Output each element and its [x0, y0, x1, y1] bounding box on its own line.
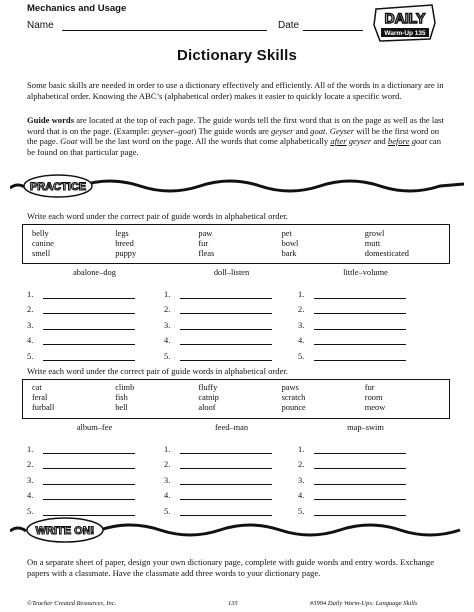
answer-number: 3.: [164, 475, 171, 485]
exercise2-word-bank: [32, 383, 448, 413]
section-label: Mechanics and Usage: [27, 3, 127, 14]
word-bank-word: catnip: [198, 393, 219, 402]
answer-number: 4.: [164, 336, 171, 345]
footer-page-number: 135: [228, 600, 238, 607]
answer-row: [164, 345, 299, 361]
answer-line[interactable]: [314, 336, 406, 345]
daily-warmup-badge: [372, 3, 438, 43]
answer-number: 1.: [298, 289, 305, 299]
word-bank-word: breed: [115, 239, 134, 248]
answer-row: [27, 330, 162, 346]
word-bank-word: fluffy: [198, 383, 218, 392]
exercise1-group-3: [298, 268, 433, 361]
word-bank-word: furball: [32, 403, 55, 412]
write-on-label: WRITE ON!: [35, 525, 95, 537]
answer-number: 1.: [164, 444, 171, 454]
answer-line[interactable]: [43, 507, 135, 516]
answer-list: [164, 283, 299, 361]
answer-line[interactable]: [314, 507, 406, 516]
answer-list: [27, 438, 162, 516]
text-run: will be the last word on the page. All the words that come alphabetically: [77, 136, 331, 147]
text-run: ) The guide words are: [193, 125, 271, 136]
answer-number: 2.: [298, 460, 305, 469]
word-bank-word: canine: [32, 239, 54, 248]
answer-number: 4.: [298, 336, 305, 345]
answer-row: [298, 283, 433, 299]
answer-number: 2.: [27, 305, 34, 314]
exercise2-group-1: [27, 423, 162, 516]
answer-number: 3.: [164, 320, 171, 330]
exercise2-group-3: [298, 423, 433, 516]
answer-row: [27, 438, 162, 454]
answer-line[interactable]: [43, 460, 135, 469]
answer-row: [298, 330, 433, 346]
date-label: Date: [278, 20, 300, 31]
answer-line[interactable]: [314, 460, 406, 469]
answer-row: [27, 469, 162, 485]
answer-row: [298, 438, 433, 454]
text-run: can be found on that particular page.: [27, 136, 442, 157]
answer-line[interactable]: [180, 290, 272, 299]
answer-number: 2.: [164, 305, 171, 314]
text-run: and: [293, 125, 311, 136]
intro-text: Some basic skills are needed in order to use a dictionary effectively and efficiently. All of the words in a dictionary are in alphabetical order. Knowing the ABC’s (alphabetical order) makes it easier to quickly locate a specific word.: [27, 80, 444, 101]
guide-words: album–fee: [76, 423, 113, 432]
italic-word: geyser: [348, 136, 372, 147]
answer-list: [27, 283, 162, 361]
closing-paragraph: [27, 557, 447, 578]
answer-line[interactable]: [314, 476, 406, 485]
answer-number: 1.: [164, 289, 171, 299]
answer-line[interactable]: [43, 290, 135, 299]
word-bank-word: fish: [115, 393, 128, 402]
answer-number: 5.: [164, 351, 171, 361]
italic-word: Geyser: [329, 125, 355, 136]
answer-row: [164, 469, 299, 485]
answer-row: [164, 330, 299, 346]
word-bank-word: mutt: [364, 239, 381, 248]
answer-line[interactable]: [43, 352, 135, 361]
answer-number: 5.: [298, 506, 305, 516]
practice-banner: [10, 174, 464, 198]
answer-line[interactable]: [180, 445, 272, 454]
word-bank-word: pounce: [281, 403, 306, 412]
word-bank-word: paws: [281, 383, 299, 392]
exercise1-group-1: [27, 268, 162, 361]
answer-row: [27, 485, 162, 501]
answer-row: [164, 283, 299, 299]
page-title: Dictionary Skills: [176, 47, 298, 64]
date-field[interactable]: [303, 30, 363, 31]
guide-words: feed–man: [214, 423, 249, 432]
answer-row: [298, 299, 433, 315]
answer-number: 1.: [27, 289, 34, 299]
underlined-word: before: [387, 136, 410, 147]
badge-title: DAILY: [384, 10, 426, 26]
answer-line[interactable]: [180, 491, 272, 500]
answer-list: [298, 283, 433, 361]
footer-book-title: #3994 Daily Warm-Ups: Language Skills: [310, 600, 418, 607]
name-label: Name: [27, 20, 54, 31]
answer-number: 3.: [27, 475, 34, 485]
word-bank-word: feral: [32, 393, 48, 402]
answer-number: 2.: [298, 305, 305, 314]
answer-list: [164, 438, 299, 516]
answer-line[interactable]: [314, 491, 406, 500]
answer-line[interactable]: [43, 336, 135, 345]
answer-row: [164, 299, 299, 315]
exercise1-word-bank: [32, 229, 448, 259]
word-bank-word: pet: [281, 229, 292, 238]
guide-words: abalone–dog: [73, 268, 116, 277]
answer-number: 5.: [298, 351, 305, 361]
name-field[interactable]: [62, 30, 267, 31]
badge-number: Warm-Up 135: [384, 30, 426, 37]
guide-words: map–swim: [347, 423, 384, 432]
answer-row: [298, 314, 433, 330]
word-bank-word: fur: [364, 383, 375, 392]
answer-line[interactable]: [180, 352, 272, 361]
answer-number: 1.: [27, 444, 34, 454]
word-bank-word: climb: [115, 383, 135, 392]
intro-paragraph: [27, 80, 447, 101]
answer-number: 4.: [164, 491, 171, 500]
italic-word: Goat: [60, 136, 78, 147]
italic-word: geyser: [271, 125, 294, 136]
answer-number: 2.: [27, 460, 34, 469]
word-bank-word: scratch: [281, 393, 306, 402]
answer-row: [27, 454, 162, 470]
answer-row: [164, 438, 299, 454]
answer-line[interactable]: [180, 507, 272, 516]
answer-row: [298, 485, 433, 501]
word-bank-word: growl: [364, 229, 385, 238]
word-bank-word: puppy: [115, 249, 137, 258]
word-bank-word: belly: [32, 229, 49, 238]
answer-line[interactable]: [43, 445, 135, 454]
answer-line[interactable]: [180, 336, 272, 345]
answer-line[interactable]: [314, 305, 406, 314]
answer-row: [164, 314, 299, 330]
guide-words: little–volume: [343, 268, 388, 277]
answer-number: 3.: [298, 475, 305, 485]
answer-number: 5.: [27, 351, 34, 361]
word-bank-word: smell: [32, 249, 51, 258]
guide-words: doll–listen: [213, 268, 250, 277]
answer-line[interactable]: [180, 321, 272, 330]
footer-copyright: ©Teacher Created Resources, Inc.: [27, 600, 117, 607]
answer-row: [27, 345, 162, 361]
answer-number: 3.: [298, 320, 305, 330]
word-bank-word: room: [364, 393, 383, 402]
text-run: and: [371, 136, 388, 147]
word-bank-word: cat: [32, 383, 42, 392]
answer-line[interactable]: [314, 352, 406, 361]
answer-row: [164, 500, 299, 516]
practice-label: PRACTICE: [29, 181, 87, 193]
word-bank-word: paw: [198, 229, 213, 238]
closing-text: On a separate sheet of paper, design your own dictionary page, complete with guide words and entry words. Exchange papers with a classmate. Have the classmate add three words to your dictionary page.: [27, 557, 435, 578]
answer-row: [27, 299, 162, 315]
answer-row: [298, 469, 433, 485]
answer-number: 3.: [27, 320, 34, 330]
text-run: will be the first word on the page.: [27, 125, 440, 147]
exercise1-instruction: Write each word under the correct pair of guide words in alphabetical order.: [27, 211, 288, 221]
answer-row: [27, 283, 162, 299]
answer-number: 5.: [164, 506, 171, 516]
write-on-banner: [10, 517, 464, 543]
answer-line[interactable]: [180, 460, 272, 469]
answer-line[interactable]: [43, 476, 135, 485]
word-bank-word: domesticated: [364, 249, 409, 258]
underlined-word: after: [330, 136, 347, 147]
word-bank-word: aloof: [198, 403, 216, 412]
word-bank-word: meow: [364, 403, 386, 412]
answer-number: 4.: [27, 336, 34, 345]
answer-list: [298, 438, 433, 516]
answer-number: 4.: [298, 491, 305, 500]
word-bank-word: bark: [281, 249, 297, 258]
exercise2-group-2: [164, 423, 299, 516]
answer-row: [298, 454, 433, 470]
text-run: are located at the top of each page. The guide words tell the first word that is on the page as well as the last word that is on the page. (Example:: [27, 115, 444, 136]
answer-line[interactable]: [43, 305, 135, 314]
answer-number: 5.: [27, 506, 34, 516]
word-bank-word: bowl: [281, 239, 299, 248]
answer-row: [27, 314, 162, 330]
answer-number: 2.: [164, 460, 171, 469]
answer-line[interactable]: [314, 445, 406, 454]
answer-number: 1.: [298, 444, 305, 454]
answer-row: [164, 454, 299, 470]
word-bank-word: fleas: [198, 249, 215, 258]
word-bank-word: legs: [115, 229, 129, 238]
italic-word: goat: [310, 125, 326, 136]
guide-words-paragraph: [27, 115, 447, 157]
word-bank-word: bell: [115, 403, 128, 412]
word-bank-word: fur: [198, 239, 209, 248]
italic-word: goat: [411, 136, 427, 147]
answer-line[interactable]: [314, 290, 406, 299]
exercise1-group-2: [164, 268, 299, 361]
answer-line[interactable]: [43, 491, 135, 500]
answer-row: [164, 485, 299, 501]
example-text: geyser–goat: [151, 125, 194, 136]
answer-line[interactable]: [43, 321, 135, 330]
text-run: .: [325, 125, 330, 136]
answer-row: [27, 500, 162, 516]
answer-line[interactable]: [180, 305, 272, 314]
guide-words-term: Guide words: [27, 115, 75, 125]
answer-line[interactable]: [180, 476, 272, 485]
answer-line[interactable]: [314, 321, 406, 330]
answer-number: 4.: [27, 491, 34, 500]
answer-row: [298, 500, 433, 516]
exercise2-instruction: Write each word under the correct pair of guide words in alphabetical order.: [27, 366, 288, 376]
answer-row: [298, 345, 433, 361]
